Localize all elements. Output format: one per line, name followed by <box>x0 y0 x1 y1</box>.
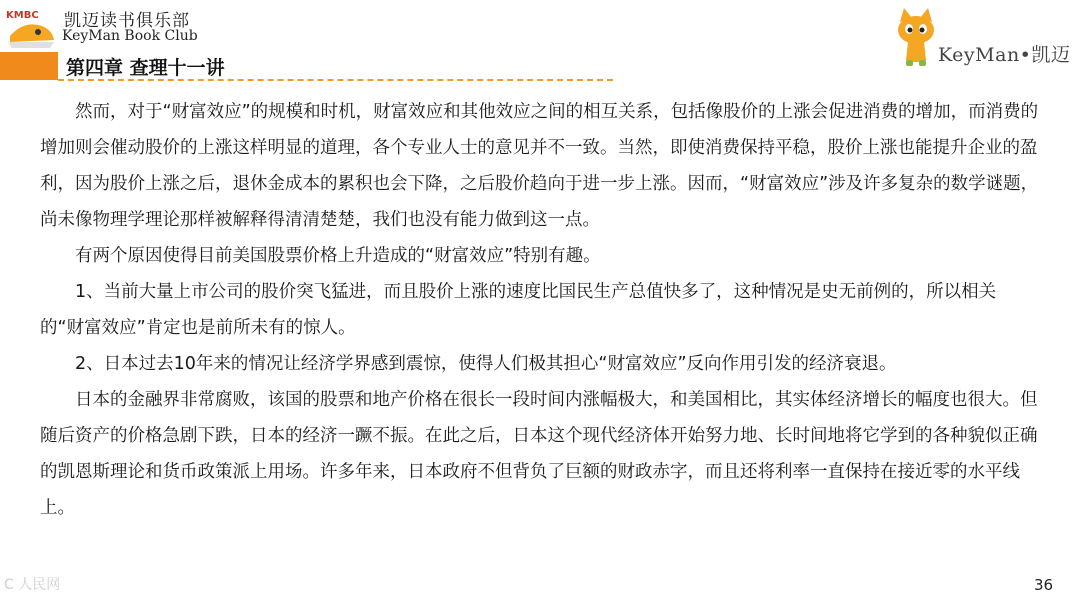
title-divider <box>58 79 613 81</box>
brand-name-en: KeyMan Book Club <box>62 28 198 44</box>
kmbc-logo <box>4 6 56 50</box>
paragraph-4: 2、日本过去10年来的情况让经济学界感到震惊，使得人们极其担心“财富效应”反向作用引发的经济衰退。 <box>75 354 897 374</box>
watermark: C 人民网 <box>4 577 61 593</box>
title-accent-block <box>0 52 58 80</box>
paragraph-1: 然而，对于“财富效应”的规模和时机，财富效应和其他效应之间的相互关系，包括像股价的上涨会促进消费的增加，而消费的增加则会催动股价的上涨这样明显的道理，各个专业人士的意见并不一致。当然，即使消费保持平稳，股价上涨也能提升企业的盈利，因为股价上涨之后，退休金成本的累积也会下降，之后股价趋向于进一步上涨。因而，“财富效应”涉及许多复杂的数学谜题，尚未像物理学理论那样被解释得清清楚楚，我们也没有能力做到这一点。 <box>40 102 1039 230</box>
keyman-brand: KeyMan•凯迈 <box>938 44 1071 66</box>
svg-text:KMBC: KMBC <box>6 10 39 21</box>
brand-name-cn: 凯迈读书俱乐部 <box>64 11 190 31</box>
article-body <box>40 94 1040 526</box>
cat-mascot-icon <box>892 6 940 70</box>
paragraph-3: 1、当前大量上市公司的股价突飞猛进，而且股价上涨的速度比国民生产总值快多了，这种情况是史无前例的，所以相关的“财富效应”肯定也是前所未有的惊人。 <box>40 282 997 338</box>
page-number: 36 <box>1034 576 1054 594</box>
paragraph-2: 有两个原因使得目前美国股票价格上升造成的“财富效应”特别有趣。 <box>75 246 601 266</box>
paragraph-5: 日本的金融界非常腐败，该国的股票和地产价格在很长一段时间内涨幅极大，和美国相比，其实体经济增长的幅度也很大。但随后资产的价格急剧下跌，日本的经济一蹶不振。在此之后，日本这个现代经济体开始努力地、长时间地将它学到的各种貌似正确的凯恩斯理论和货币政策派上用场。许多年来，日本政府不但背负了巨额的财政赤字，而且还将利率一直保持在接近零的水平线上。 <box>40 390 1038 518</box>
chapter-title: 第四章 查理十一讲 <box>66 57 225 79</box>
